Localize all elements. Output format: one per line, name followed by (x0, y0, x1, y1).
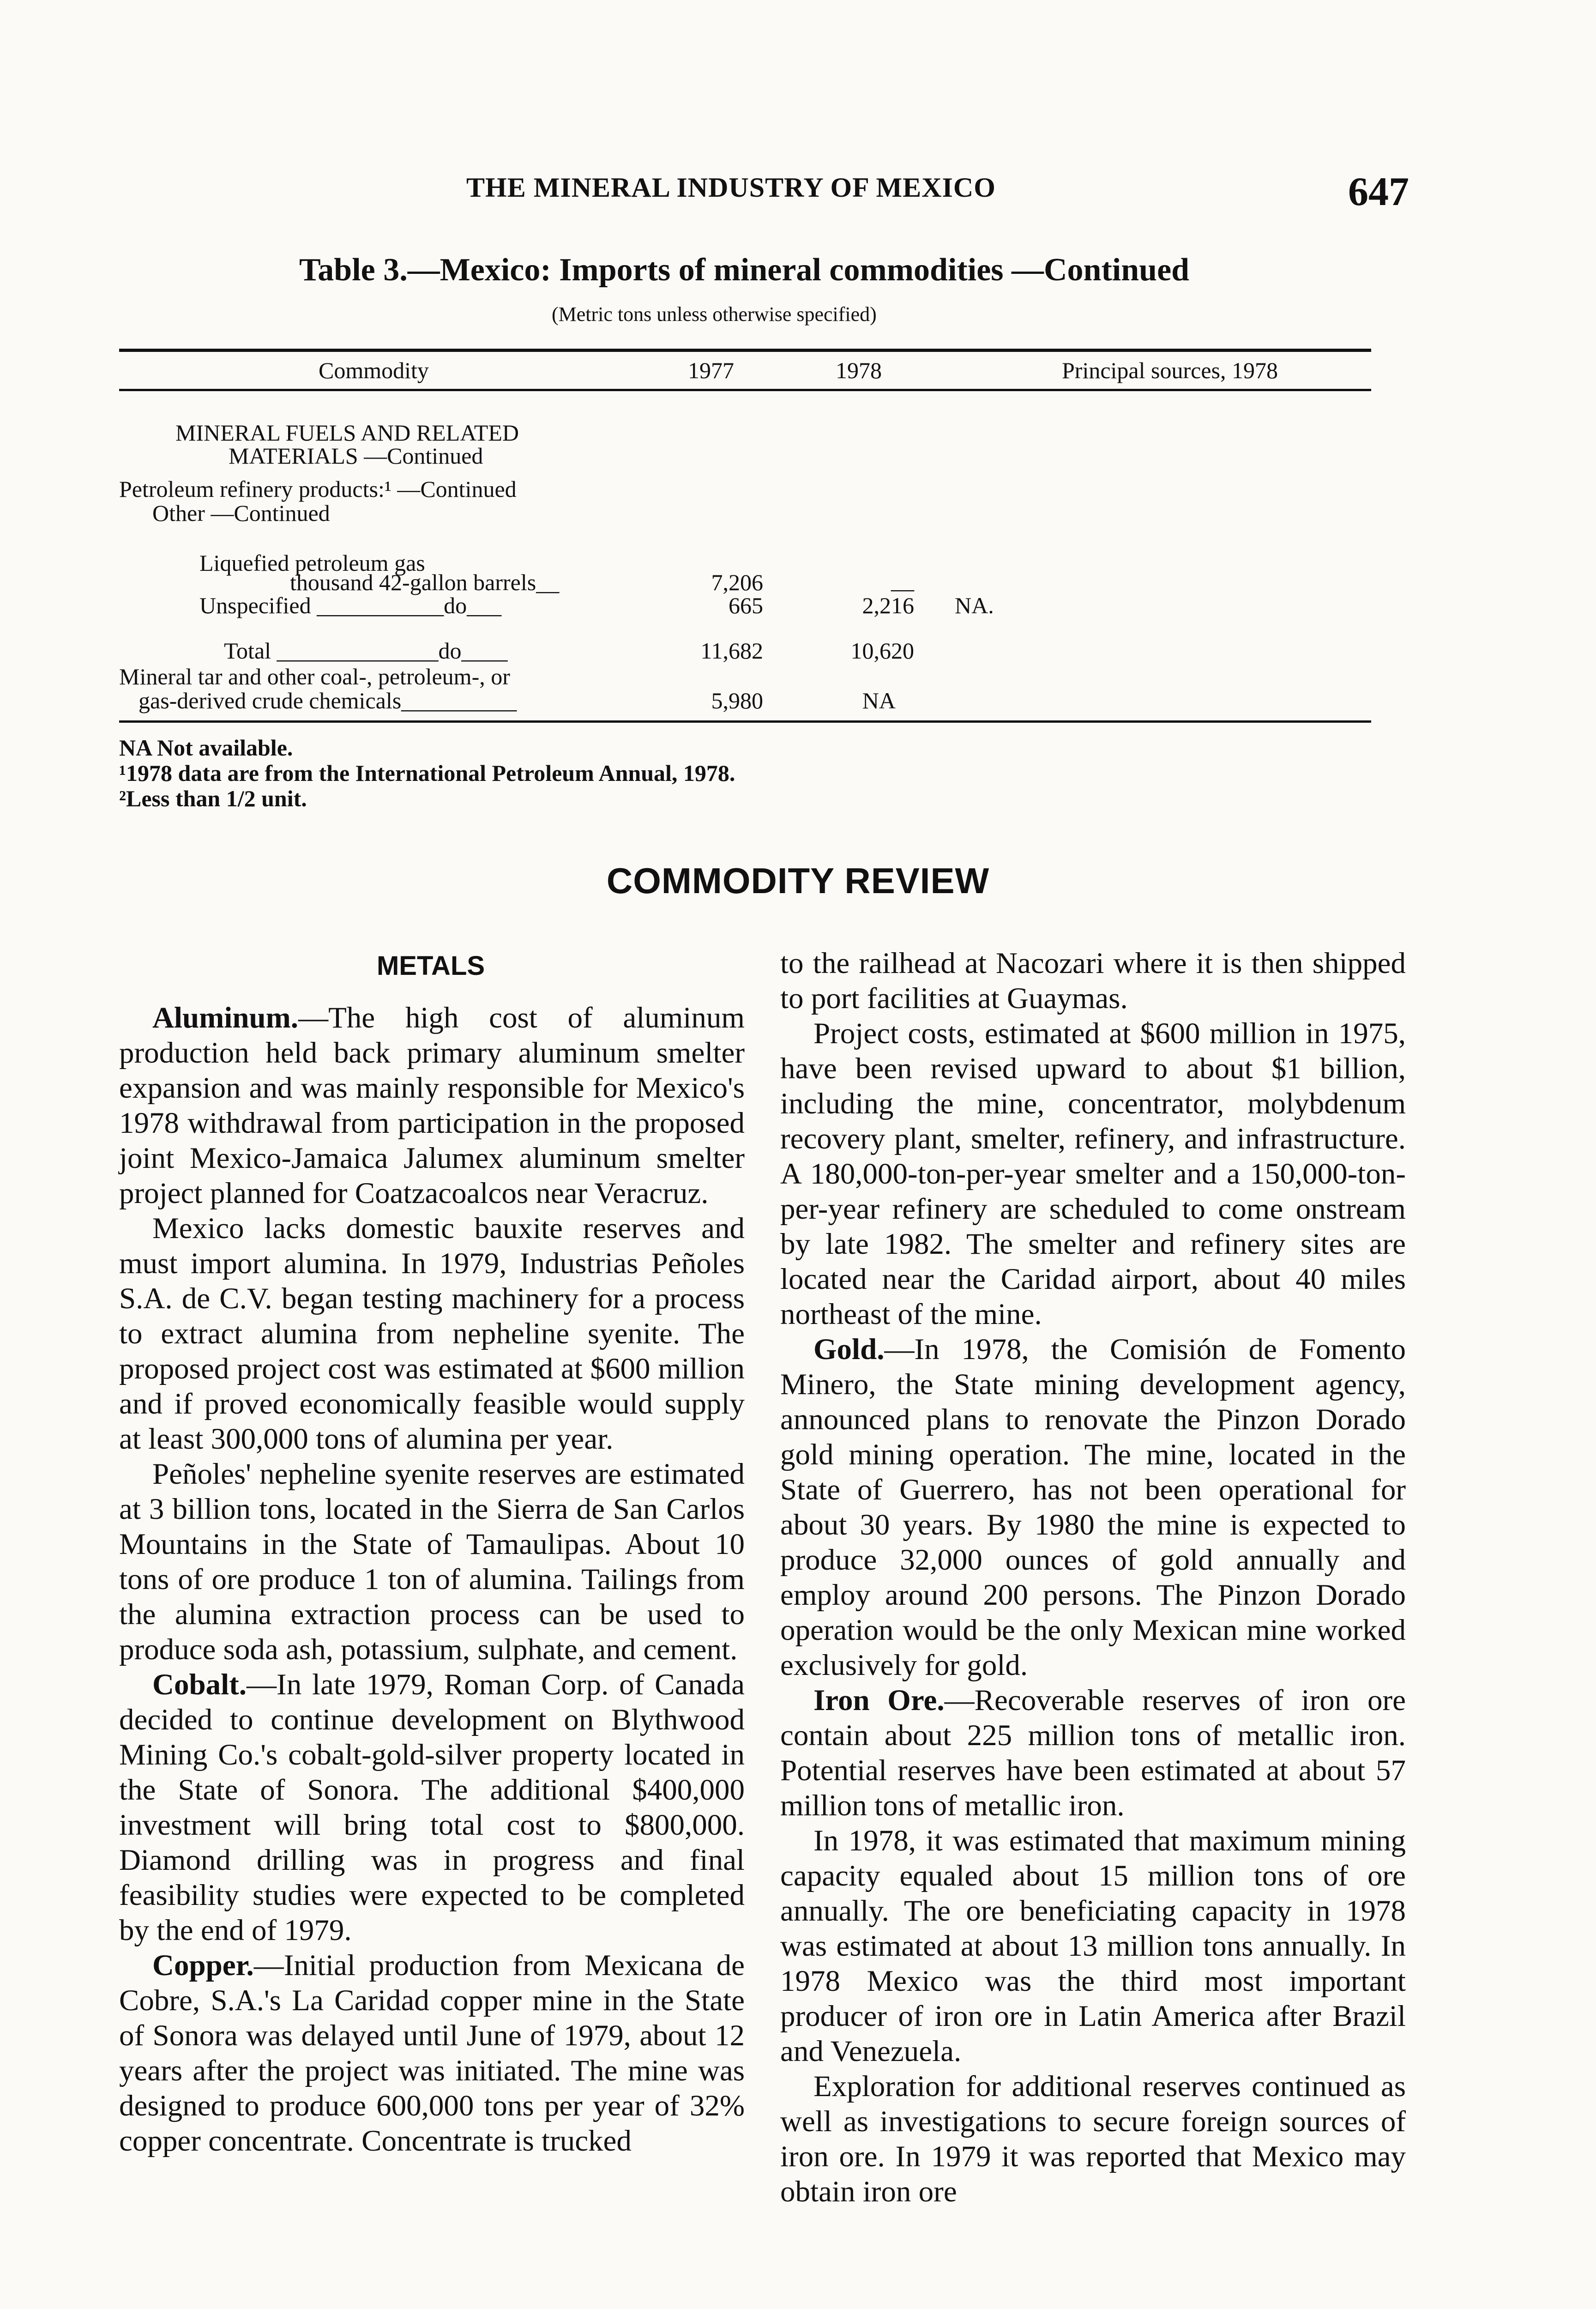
paragraph: to the railhead at Nacozari where it is then shipped to port facilities at Guaymas. (780, 947, 1406, 1015)
paragraph (119, 1000, 745, 1211)
table-footnote: ²Less than 1/2 unit. (119, 786, 307, 811)
table-bottom-rule (119, 720, 1371, 723)
paragraph (780, 1683, 1406, 1823)
paragraph: In 1978, it was estimated that maximum mining capacity equaled about 15 million tons of ore annually. The ore beneficiating capacity in 1978 was estimated at about 13 million tons annually. In 1978 Mexico was the third most important producer of iron ore in Latin America after Brazil and Venezuela. (780, 1824, 1406, 2068)
table-row-unspecified-label: Unspecified ___________do___ (199, 592, 502, 618)
table-top-rule (119, 349, 1371, 352)
table-cell-unspecified-sources: NA. (955, 592, 994, 618)
sub-heading-metals: METALS (376, 951, 485, 981)
right-column (780, 946, 1406, 2209)
table-title: Table 3.—Mexico: Imports of mineral commodities —Continued (299, 252, 1190, 288)
paragraph-text: —Recoverable reserves of iron ore contain about 225 million tons of metallic iron. Potential reserves have been estimated at about 57 million tons of metallic iron. (780, 1684, 1406, 1822)
paragraph-text: —The high cost of aluminum production held back primary aluminum smelter expansion and was mainly responsible for Mexico's 1978 withdrawal from participation in the proposed joint Mexico-Jamaica Jalumex aluminum smelter project planned for Coatzacoalcos near Veracruz. (119, 1001, 745, 1210)
column-header-commodity: Commodity (319, 357, 429, 383)
paragraph-run-in-head: Iron Ore. (813, 1684, 945, 1717)
table-cell-total-1978: 10,620 (850, 638, 914, 664)
table-section-label: MINERAL FUELS AND RELATED (175, 420, 519, 446)
paragraph: Exploration for additional reserves continued as well as investigations to secure foreign sources of iron ore. In 1979 it was reported that Mexico may obtain iron ore (780, 2070, 1406, 2208)
table-row-lpg-label: Liquefied petroleum gas (199, 550, 425, 576)
table-cell-mineral-tar-1977: 5,980 (711, 688, 763, 713)
table-cell-mineral-tar-1978: NA (862, 688, 896, 713)
paragraph (119, 1667, 745, 1948)
table-row-mineral-tar-label-cont: gas-derived crude chemicals__________ (139, 688, 517, 713)
column-header-sources: Principal sources, 1978 (1062, 357, 1278, 383)
paragraph-run-in-head: Copper. (152, 1949, 254, 1982)
page-number: 647 (1348, 169, 1409, 214)
paragraph-text: —In 1978, the Comisión de Fomento Minero, the State mining development agency, announced plans to renovate the Pinzon Dorado gold mining operation. The mine, located in the State of Guerrero, has not been operational for about 30 years. By 1980 the mine is expected to produce 32,000 ounces of gold annually and employ around 200 persons. The Pinzon Dorado operation would be the only Mexican mine worked exclusively for gold. (780, 1333, 1406, 1682)
table-cell-unspecified-1977: 665 (729, 592, 763, 618)
table-cell-lpg-1978: __ (891, 568, 914, 593)
paragraph (119, 1948, 745, 2158)
table-group-label: Petroleum refinery products:¹ —Continued (119, 476, 517, 502)
column-header-1977: 1977 (688, 357, 734, 383)
paragraph-run-in-head: Aluminum. (152, 1001, 299, 1034)
table-subgroup-label: Other —Continued (152, 500, 330, 526)
table-footnote: NA Not available. (119, 735, 293, 761)
paragraph-run-in-head: Gold. (813, 1333, 885, 1366)
table-cell-total-1977: 11,682 (700, 638, 763, 664)
table-section-label-cont: MATERIALS —Continued (229, 443, 483, 469)
paragraph-text: —Initial production from Mexicana de Cobre, S.A.'s La Caridad copper mine in the State of Sonora was delayed until June of 1979, about 12 years after the project was initiated. The mine was designed to produce 600,000 tons per year of 32% copper concentrate. Concentrate is trucked (119, 1949, 745, 2158)
paragraph: Mexico lacks domestic bauxite reserves and must import alumina. In 1979, Industrias Peñoles S.A. de C.V. began testing machinery for a process to extract alumina from nepheline syenite. The proposed project cost was estimated at $600 million and if proved economically feasible would supply at least 300,000 tons of alumina per year. (119, 1212, 745, 1456)
paragraph-text: —In late 1979, Roman Corp. of Canada decided to continue development on Blythwood Mining Co.'s cobalt-gold-silver property located in the State of Sonora. The additional $400,000 investment will bring total cost to $800,000. Diamond drilling was in progress and final feasibility studies were expected to be completed by the end of 1979. (119, 1668, 745, 1947)
table-cell-lpg-1977: 7,206 (711, 569, 763, 595)
table-footnote: ¹1978 data are from the International Petroleum Annual, 1978. (119, 760, 735, 786)
section-heading: COMMODITY REVIEW (606, 860, 990, 901)
table-row-total-label: Total ______________do____ (224, 638, 508, 664)
table-subtitle: (Metric tons unless otherwise specified) (552, 303, 877, 326)
paragraph (780, 1332, 1406, 1683)
paragraph: Peñoles' nepheline syenite reserves are estimated at 3 billion tons, located in the Sierra de San Carlos Mountains in the State of Tamaulipas. About 10 tons of ore produce 1 ton of alumina. Tailings from the alumina extraction process can be used to produce soda ash, potassium, sulphate, and cement. (119, 1457, 745, 1666)
table-header-rule (119, 389, 1371, 391)
paragraph-run-in-head: Cobalt. (152, 1668, 247, 1701)
column-header-1978: 1978 (836, 357, 882, 383)
table-row-lpg-unit: thousand 42-gallon barrels__ (290, 569, 560, 595)
left-column (119, 1000, 745, 2158)
paragraph: Project costs, estimated at $600 million in 1975, have been revised upward to about $1 billion, including the mine, concentrator, molybdenum recovery plant, smelter, refinery, and infrastructure. A 180,000-ton-per-year smelter and a 150,000-ton-per-year refinery are scheduled to come onstream by late 1982. The smelter and refinery sites are located near the Caridad airport, about 40 miles northeast of the mine. (780, 1017, 1406, 1331)
table-row-mineral-tar-label: Mineral tar and other coal-, petroleum-, or (119, 664, 510, 689)
running-header: THE MINERAL INDUSTRY OF MEXICO (466, 172, 996, 203)
table-cell-unspecified-1978: 2,216 (862, 592, 914, 618)
